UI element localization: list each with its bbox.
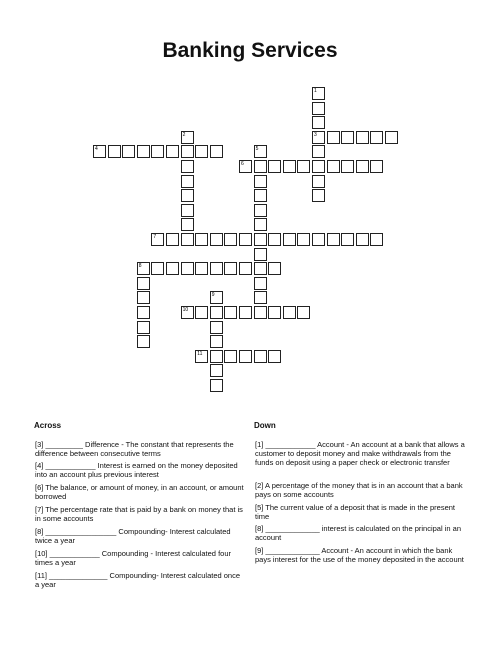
grid-cell[interactable] [268, 160, 281, 173]
grid-cell[interactable] [254, 262, 267, 275]
grid-cell[interactable] [210, 335, 223, 348]
across-clue: [4] ____________ Interest is earned on the money deposited into an account plus previous interest [35, 461, 238, 479]
grid-cell[interactable] [137, 262, 150, 275]
grid-cell[interactable] [385, 131, 398, 144]
grid-cell[interactable] [370, 160, 383, 173]
grid-cell[interactable] [254, 145, 267, 158]
grid-cell[interactable] [254, 204, 267, 217]
grid-cell[interactable] [239, 306, 252, 319]
grid-cell[interactable] [166, 262, 179, 275]
grid-cell[interactable] [327, 131, 340, 144]
down-clue: [1] ____________ Account - An account at a bank that allows a customer to deposit money and make withdrawals from the funds on deposit using a paper check or electronic transfer [255, 440, 465, 467]
grid-cell[interactable] [268, 233, 281, 246]
grid-cell[interactable] [181, 175, 194, 188]
grid-cell[interactable] [312, 175, 325, 188]
down-clue: [9] _____________ Account - An account in which the bank pays interest for the use of the money deposited in the account [255, 546, 464, 564]
grid-cell[interactable] [166, 233, 179, 246]
grid-cell[interactable] [327, 233, 340, 246]
grid-cell[interactable] [137, 335, 150, 348]
grid-cell[interactable] [122, 145, 135, 158]
grid-cell[interactable] [268, 350, 281, 363]
grid-cell[interactable] [341, 160, 354, 173]
grid-cell[interactable] [297, 233, 310, 246]
across-clue: [10] ____________ Compounding - Interest calculated four times a year [35, 549, 231, 567]
page-title: Banking Services [162, 39, 338, 62]
grid-cell[interactable] [210, 291, 223, 304]
grid-cell[interactable] [297, 160, 310, 173]
grid-cell[interactable] [370, 233, 383, 246]
grid-cell[interactable] [312, 87, 325, 100]
grid-cell[interactable] [312, 233, 325, 246]
grid-cell[interactable] [327, 160, 340, 173]
grid-cell[interactable] [181, 204, 194, 217]
grid-cell[interactable] [224, 233, 237, 246]
across-clue: [11] ______________ Compounding- Interest calculated once a year [35, 571, 241, 589]
down-heading: Down [254, 421, 276, 430]
grid-cell[interactable] [181, 306, 194, 319]
grid-cell[interactable] [210, 379, 223, 392]
grid-cell[interactable] [137, 277, 150, 290]
grid-cell[interactable] [341, 131, 354, 144]
grid-cell[interactable] [210, 321, 223, 334]
grid-cell[interactable] [224, 306, 237, 319]
clue-number: 10 [182, 307, 189, 313]
grid-cell[interactable] [239, 233, 252, 246]
grid-cell[interactable] [181, 262, 194, 275]
clue-number: 1 [314, 88, 317, 94]
grid-cell[interactable] [181, 131, 194, 144]
clue-number: 3 [314, 131, 317, 138]
across-clue: [3] _________ Difference - The constant that represents the difference between consecutive terms [35, 440, 234, 458]
clue-number: 2 [182, 131, 186, 138]
grid-cell[interactable] [356, 131, 369, 144]
grid-cell[interactable] [283, 233, 296, 246]
grid-cell[interactable] [312, 160, 325, 173]
grid-cell[interactable] [181, 160, 194, 173]
grid-cell[interactable] [254, 277, 267, 290]
grid-cell[interactable] [210, 262, 223, 275]
down-clue: [8] _____________ interest is calculated on the principal in an account [255, 524, 461, 542]
grid-cell[interactable] [239, 160, 252, 173]
grid-cell[interactable] [137, 145, 150, 158]
grid-cell[interactable] [137, 291, 150, 304]
grid-cell[interactable] [254, 233, 267, 246]
grid-cell[interactable] [195, 145, 208, 158]
grid-cell[interactable] [137, 321, 150, 334]
grid-cell[interactable] [151, 233, 164, 246]
grid-cell[interactable] [341, 233, 354, 246]
grid-cell[interactable] [254, 291, 267, 304]
clue-number: 7 [153, 234, 157, 240]
clue-number: 4 [95, 146, 98, 153]
grid-cell[interactable] [151, 145, 164, 158]
grid-cell[interactable] [254, 189, 267, 202]
grid-cell[interactable] [254, 248, 267, 261]
grid-cell[interactable] [356, 233, 369, 246]
grid-cell[interactable] [210, 145, 223, 158]
grid-cell[interactable] [181, 145, 194, 158]
grid-cell[interactable] [312, 102, 325, 115]
across-clue: [7] The percentage rate that is paid by a bank on money that is in some accounts [35, 505, 243, 523]
grid-cell[interactable] [195, 306, 208, 319]
grid-cell[interactable] [93, 145, 106, 158]
grid-cell[interactable] [312, 116, 325, 129]
grid-cell[interactable] [254, 350, 267, 363]
grid-cell[interactable] [210, 233, 223, 246]
clue-number: 6 [241, 161, 244, 167]
grid-cell[interactable] [297, 306, 310, 319]
grid-cell[interactable] [268, 262, 281, 275]
grid-cell[interactable] [254, 218, 267, 231]
grid-cell[interactable] [239, 262, 252, 275]
grid-cell[interactable] [181, 233, 194, 246]
grid-cell[interactable] [224, 262, 237, 275]
clue-number: 5 [255, 146, 259, 153]
across-heading: Across [34, 421, 62, 430]
grid-cell[interactable] [181, 189, 194, 202]
grid-cell[interactable] [312, 189, 325, 202]
grid-cell[interactable] [268, 306, 281, 319]
grid-cell[interactable] [166, 145, 179, 158]
clue-number: 8 [138, 263, 142, 270]
grid-cell[interactable] [181, 218, 194, 231]
grid-cell[interactable] [283, 160, 296, 173]
clue-number: 9 [211, 292, 215, 299]
clue-number: 11 [197, 350, 203, 357]
down-clue: [5] The current value of a deposit that is made in the present time [255, 503, 455, 521]
grid-cell[interactable] [370, 131, 383, 144]
grid-cell[interactable] [108, 145, 121, 158]
grid-cell[interactable] [195, 262, 208, 275]
grid-cell[interactable] [210, 350, 223, 363]
grid-cell[interactable] [254, 306, 267, 319]
grid-cell[interactable] [210, 364, 223, 377]
grid-cell[interactable] [254, 175, 267, 188]
across-clue: [6] The balance, or amount of money, in an account, or amount borrowed [35, 483, 244, 501]
grid-cell[interactable] [356, 160, 369, 173]
grid-cell[interactable] [254, 160, 267, 173]
grid-cell[interactable] [283, 306, 296, 319]
grid-cell[interactable] [195, 233, 208, 246]
grid-cell[interactable] [224, 350, 237, 363]
grid-cell[interactable] [239, 350, 252, 363]
across-clue: [8] _________________ Compounding- Interest calculated twice a year [35, 527, 231, 545]
grid-cell[interactable] [312, 145, 325, 158]
grid-cell[interactable] [151, 262, 164, 275]
down-clue: [2] A percentage of the money that is in an account that a bank pays on some accounts [255, 481, 463, 499]
grid-cell[interactable] [195, 350, 208, 363]
grid-cell[interactable] [137, 306, 150, 319]
grid-cell[interactable] [210, 306, 223, 319]
grid-cell[interactable] [312, 131, 325, 144]
